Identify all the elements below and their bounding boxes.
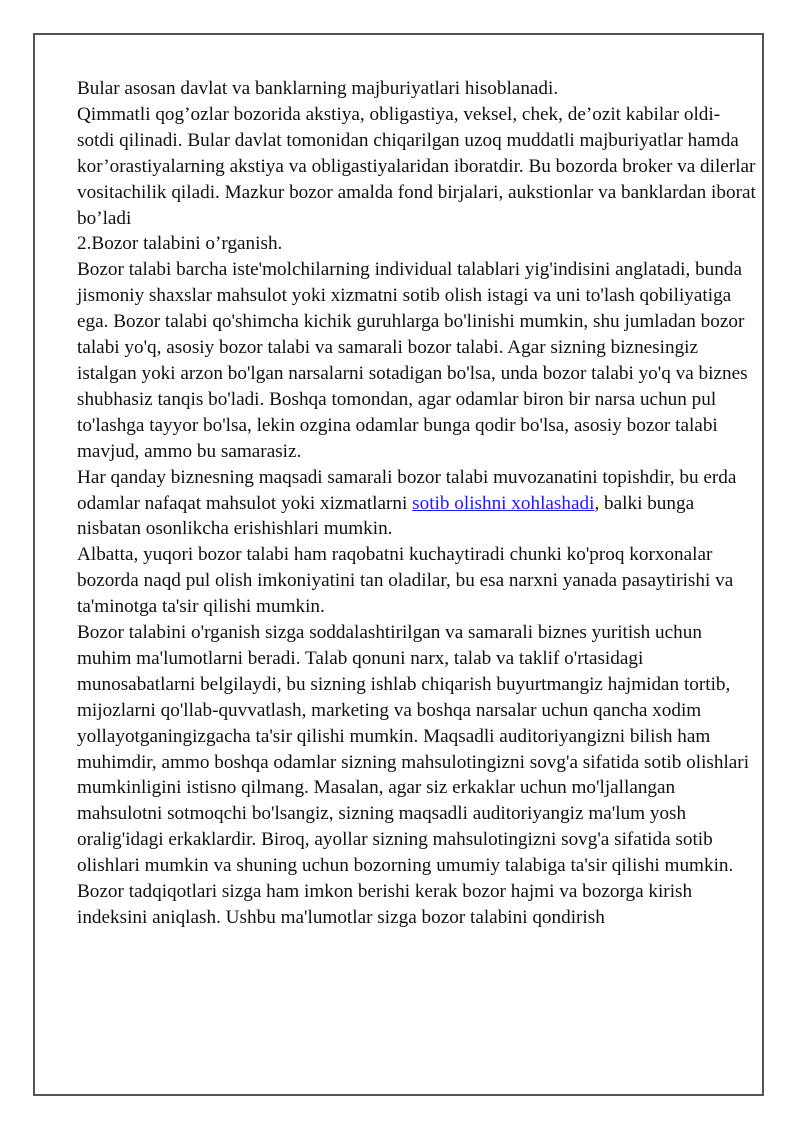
paragraph-5: Albatta, yuqori bozor talabi ham raqobatni kuchaytiradi chunki ko'proq korxonalar bozorda naqd pul olish imkoniyatini tan oladilar, bu esa narxni yanada pasaytirishi va ta'minotga ta'sir qilishi mumkin. xyxy=(77,544,734,618)
paragraph-3: Bozor talabi barcha iste'molchilarning individual talablari yig'indisini anglatadi, bunda jismoniy shaxslar mahsulot yoki xizmatni sotib olish istagi va uni to'lash qobiliyatiga ega. Bozor talabi qo'shimcha kichik guruhlarga bo'linishi mumkin, shu jumladan bozor talabi yo'q, asosiy bozor talabi va samarali bozor talabi. Agar sizning biznesingiz istalgan yoki arzon bo'lgan narsalarni sotadigan bo'lsa, unda bozor talabi yo'q va biznes shubhasiz tanqis bo'ladi. Boshqa tomondan, agar odamlar biron bir narsa uchun pul to'lashga tayyor bo'lsa, lekin ozgina odamlar bunga qodir bo'lsa, asosiy bozor talabi mavjud, ammo bu samarasiz. xyxy=(77,259,748,462)
paragraph-with-link xyxy=(77,465,757,543)
paragraph-1: Bular asosan davlat va banklarning majburiyatlari hisoblanadi. xyxy=(77,78,559,99)
paragraph-link-after: , balki bunga nisbatan osonlikcha erishishlari mumkin. xyxy=(77,492,695,540)
paragraph-6: Bozor talabini o'rganish sizga soddalashtirilgan va samarali biznes yuritish uchun muhim ma'lumotlarni beradi. Talab qonuni narx, talab va taklif o'rtasidagi munosabatlarni belgilaydi, bu sizning ishlab chiqarish buyurtmangiz hajmidan tortib, mijozlarni qo'llab-quvvatlash, marketing va boshqa narsalar uchun qancha xodim yollayotganingizgacha ta'sir qilishi mumkin. Maqsadli auditoriyangizni bilish ham muhimdir, ammo boshqa odamlar sizning mahsulotingizni sovg'a sifatida sotib olishlari mumkinligini istisno qilmang. Masalan, agar siz erkaklar uchun mo'ljallangan mahsulotni sotmoqchi bo'lsangiz, sizning maqsadli auditoriyangiz ma'lum yosh oralig'idagi erkaklardir. Biroq, ayollar sizning mahsulotingizni sovg'a sifatida sotib olishlari mumkin va shuning uchun bozorning umumiy talabiga ta'sir qilishi mumkin. xyxy=(77,622,750,877)
paragraph-2: Qimmatli qog’ozlar bozorida akstiya, obligastiya, veksel, chek, de’ozit kabilar oldi-sotdi qilinadi. Bular davlat tomonidan chiqarilgan uzoq muddatli majburiyatlar hamda kor’orastiyalarning akstiya va obligastiyalaridan iboratdir. Bu bozorda broker va dilerlar vositachilik qiladi. Mazkur bozor amalda fond birjalari, aukstionlar va banklardan iborat bo’ladi xyxy=(77,103,756,229)
paragraph-link-before: Har qanday biznesning maqsadi samarali bozor talabi muvozanatini topishdir, bu erda odamlar nafaqat mahsulot yoki xizmatlarni xyxy=(77,466,737,514)
paragraph-7: Bozor tadqiqotlari sizga ham imkon berishi kerak bozor hajmi va bozorga kirish indeksini aniqlash. Ushbu ma'lumotlar sizga bozor talabini qondirish xyxy=(77,881,693,928)
document-body xyxy=(77,76,757,931)
sotib-olishni-link[interactable]: sotib olishni xohlashadi xyxy=(412,492,595,514)
section-heading: 2.Bozor talabini o’rganish. xyxy=(77,233,283,255)
